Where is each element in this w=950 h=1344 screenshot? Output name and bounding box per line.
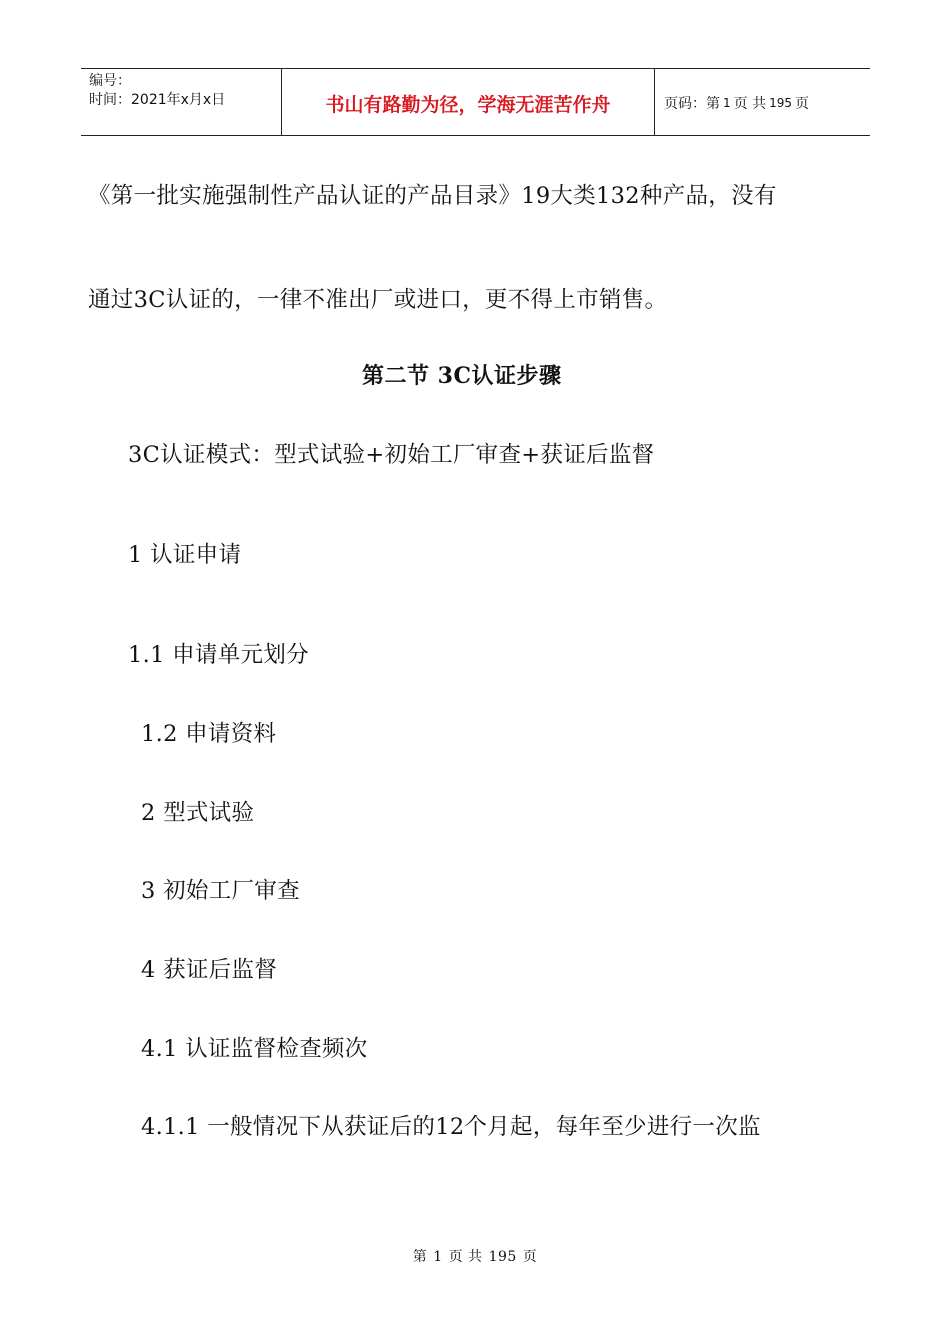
header-page-mid: 页 共 <box>733 96 767 112</box>
item-1-2: 1.2 申请资料 <box>141 721 277 747</box>
page-footer <box>0 1246 950 1266</box>
header-page-suffix: 页 <box>795 96 809 112</box>
footer-prefix: 第 <box>412 1249 428 1265</box>
item-2: 2 型式试验 <box>141 800 255 826</box>
header-motto: 书山有路勤为径，学海无涯苦作舟 <box>282 69 655 135</box>
footer-suffix: 页 <box>522 1249 538 1265</box>
header-page-prefix: 页码：第 <box>664 96 720 112</box>
paragraph-line-2: 通过3C认证的，一律不准出厂或进口，更不得上市销售。 <box>88 287 668 313</box>
item-3: 3 初始工厂审查 <box>141 878 300 904</box>
item-4-1: 4.1 认证监督检查频次 <box>141 1036 368 1062</box>
footer-mid: 页 共 <box>448 1249 483 1265</box>
item-1: 1 认证申请 <box>128 542 242 568</box>
item-4: 4 获证后监督 <box>141 957 278 983</box>
number-label: 编号： <box>89 73 131 89</box>
certification-mode: 3C认证模式：型式试验+初始工厂审查+获证后监督 <box>128 442 655 468</box>
time-label: 时间：2021年x月x日 <box>89 92 226 108</box>
paragraph-line-1: 《第一批实施强制性产品认证的产品目录》19大类132种产品，没有 <box>88 183 777 209</box>
header-page-number: 1 <box>723 96 731 110</box>
header-page-info <box>655 69 870 135</box>
header-page-total: 195 <box>769 96 792 110</box>
footer-page-number: 1 <box>433 1249 443 1265</box>
header-meta-cell <box>81 69 282 135</box>
page-header <box>81 68 870 136</box>
item-4-1-1: 4.1.1 一般情况下从获证后的12个月起，每年至少进行一次监 <box>141 1114 761 1140</box>
item-1-1: 1.1 申请单元划分 <box>128 642 309 668</box>
section-title: 第二节 3C认证步骤 <box>362 363 562 389</box>
footer-page-total: 195 <box>488 1249 517 1265</box>
